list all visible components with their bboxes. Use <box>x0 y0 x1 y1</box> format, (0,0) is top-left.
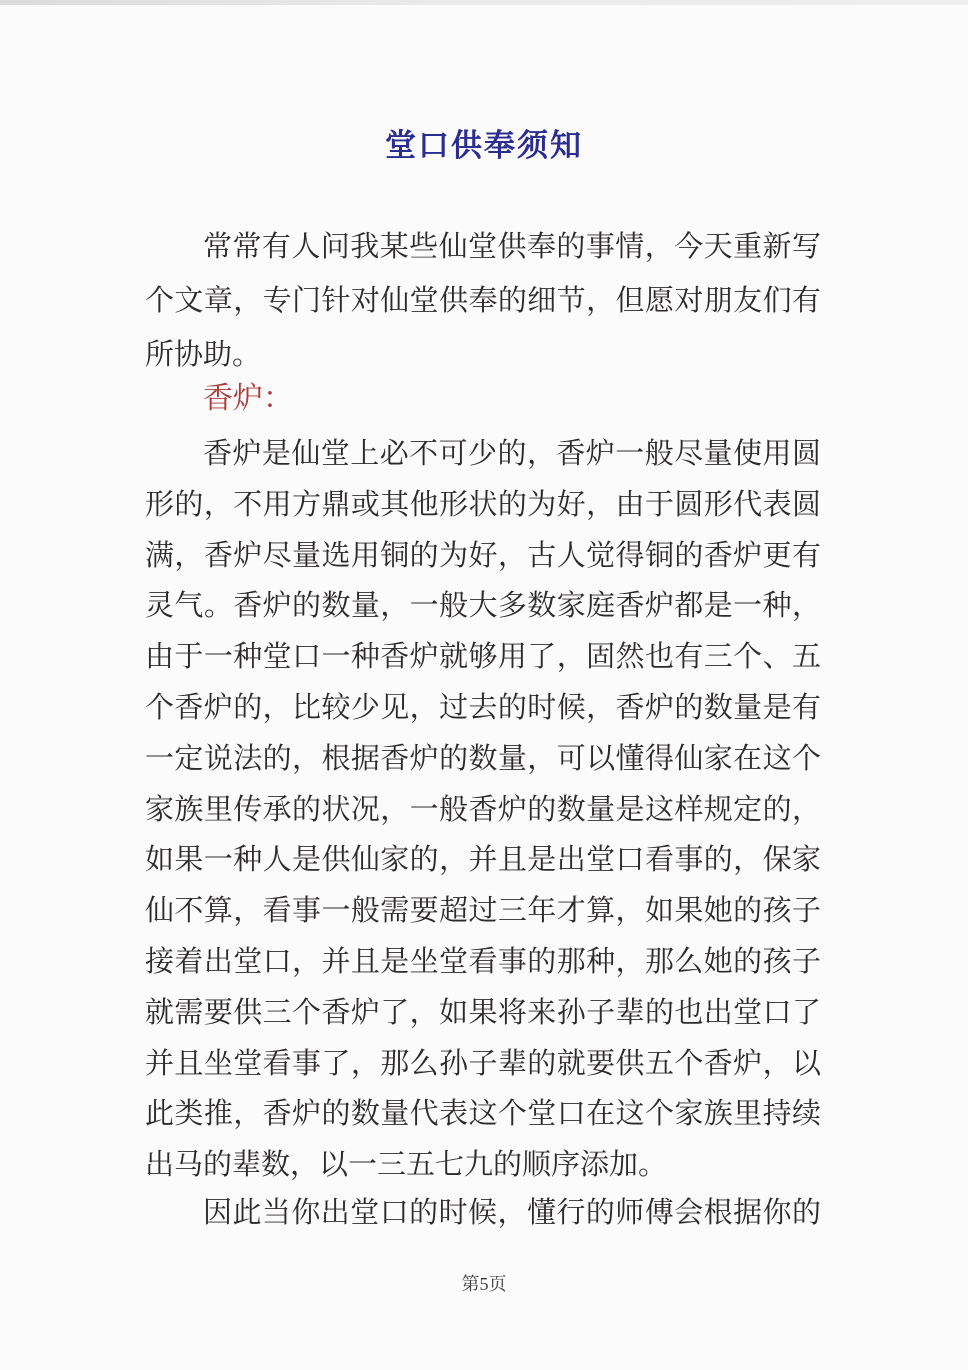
body-line: 由于一种堂口一种香炉就够用了，固然也有三个、五 <box>145 641 821 674</box>
intro-line: 常常有人问我某些仙堂供奉的事情，今天重新写 <box>203 231 821 263</box>
body-line: 仙不算，看事一般需要超过三年才算，如果她的孩子 <box>145 895 821 928</box>
body-paragraph <box>145 429 821 1191</box>
body-line: 一定说法的，根据香炉的数量，可以懂得仙家在这个 <box>145 742 821 775</box>
closing-line: 因此当你出堂口的时候，懂行的师傅会根据你的 <box>203 1197 821 1229</box>
body-line: 就需要供三个香炉了，如果将来孙子辈的也出堂口了 <box>145 996 821 1029</box>
page-number: 第5页 <box>461 1274 507 1294</box>
closing-paragraph <box>145 1186 821 1240</box>
body-line: 个香炉的，比较少见，过去的时候，香炉的数量是有 <box>145 691 821 724</box>
body-line: 如果一种人是供仙家的，并且是出堂口看事的，保家 <box>145 844 821 877</box>
intro-line: 所协助。 <box>145 339 262 371</box>
body-line: 满，香炉尽量选用铜的为好，古人觉得铜的香炉更有 <box>145 539 821 572</box>
body-line: 香炉是仙堂上必不可少的，香炉一般尽量使用圆 <box>203 438 821 470</box>
body-line: 出马的辈数，以一三五七九的顺序添加。 <box>145 1149 668 1182</box>
section-heading-incense-burner: 香炉： <box>203 382 293 415</box>
scan-edge-shadow <box>0 0 968 5</box>
intro-paragraph <box>145 220 821 382</box>
page-title: 堂口供奉须知 <box>385 128 583 163</box>
body-line: 形的，不用方鼎或其他形状的为好，由于圆形代表圆 <box>145 488 821 521</box>
body-line: 家族里传承的状况，一般香炉的数量是这样规定的， <box>145 793 821 826</box>
intro-line: 个文章，专门针对仙堂供奉的细节，但愿对朋友们有 <box>145 285 821 317</box>
body-line: 此类推，香炉的数量代表这个堂口在这个家族里持续 <box>145 1098 821 1131</box>
body-line: 接着出堂口，并且是坐堂看事的那种，那么她的孩子 <box>145 945 821 978</box>
body-line: 灵气。香炉的数量，一般大多数家庭香炉都是一种， <box>145 590 821 623</box>
body-line: 并且坐堂看事了，那么孙子辈的就要供五个香炉，以 <box>145 1047 821 1080</box>
